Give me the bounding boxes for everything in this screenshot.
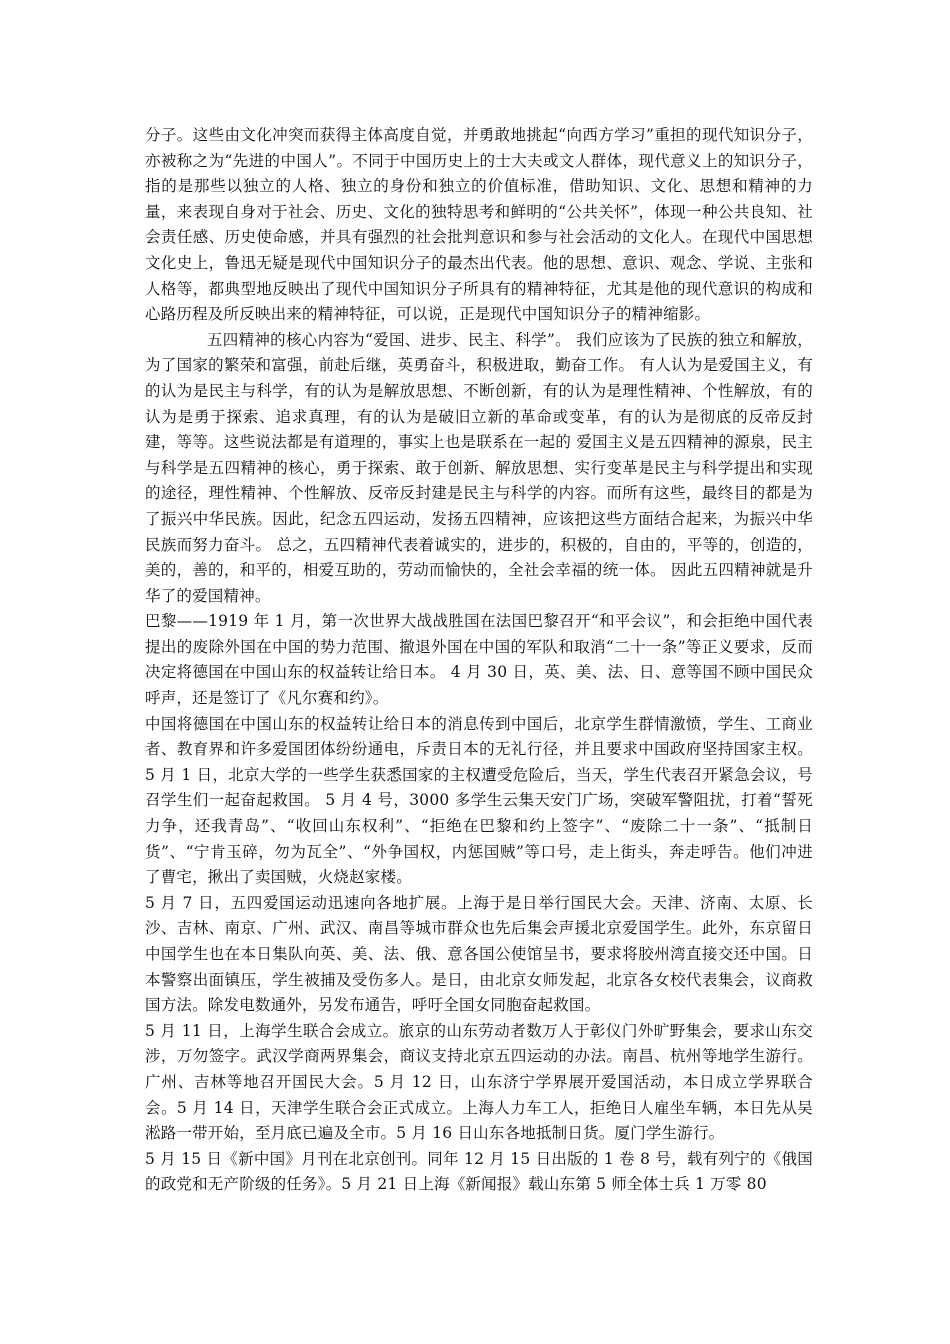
- paragraph-intellectuals: 分子。这些由文化冲突而获得主体高度自觉，并勇敢地挑起“向西方学习”重担的现代知识分子，亦被称之为“先进的中国人”。不同于中国历史上的士大夫或文人群体，现代意义上的知识分子，指的是那些以独立的人格、独立的身份和独立的价值标准，借助知识、文化、思想和精神的力量，来表现自身对于社会、历史、文化的独特思考和鲜明的“公共关怀”，体现一种公共良知、社会责任感、历史使命感，并具有强烈的社会批判意识和参与社会活动的文化人。在现代中国思想文化史上，鲁迅无疑是现代中国知识分子的最杰出代表。他的思想、意识、观念、学说、主张和人格等，都典型地反映出了现代中国知识分子所具有的精神特征，尤其是他的现代意识的构成和心路历程及所反映出来的精神特征，可以说，正是现代中国知识分子的精神缩影。: [145, 126, 813, 324]
- paragraph-may-fourth-spirit: 五四精神的核心内容为“爱国、进步、民主、科学”。 我们应该为了民族的独立和解放，为了国家的繁荣和富强，前赴后继，英勇奋斗，积极进取，勤奋工作。 有人认为是爱国主义，有的认为是民主与科学，有的认为是解放思想、不断创新，有的认为是理性精神、个性解放，有的认为是勇于探索、追求真理，有的认为是破旧立新的革命或变革，有的认为是彻底的反帝反封建，等等。这些说法都是有道理的，事实上也是联系在一起的 爱国主义是五四精神的源泉，民主与科学是五四精神的核心，勇于探索、敢于创新、解放思想、实行变革是民主与科学提出和实现的途径，理性精神、个性解放、反帝反封建是民主与科学的内容。而所有这些，最终目的都是为了振兴中华民族。因此，纪念五四运动，发扬五四精神，应该把这些方面结合起来，为振兴中华民族而努力奋斗。 总之，五四精神代表着诚实的，进步的，积极的，自由的，平等的，创造的，美的，善的，和平的，相爱互助的，劳动而愉快的，全社会幸福的统一体。 因此五四精神就是升华了的爱国精神。: [145, 330, 813, 605]
- document-body: [145, 123, 813, 1198]
- paragraph-may-fourth-protest: 中国将德国在中国山东的权益转让给日本的消息传到中国后，北京学生群情激愤，学生、工商业者、教育界和许多爱国团体纷纷通电，斥责日本的无礼行径，并且要求中国政府坚持国家主权。5 月 1 日，北京大学的一些学生获悉国家的主权遭受危险后，当天，学生代表召开紧急会议，号召学生们一起奋起救国。 5 月 4 号，3000 多学生云集天安门广场，突破军警阻扰，打着“誓死力争，还我青岛”、“收回山东权利”、“拒绝在巴黎和约上签字”、“废除二十一条”、“抵制日货”、“宁肯玉碎，勿为瓦全”、“外争国权，内惩国贼”等口号，走上街头，奔走呼告。他们冲进了曹宅，揪出了卖国贼，火烧赵家楼。: [145, 714, 813, 887]
- paragraph-may-11: 5 月 11 日，上海学生联合会成立。旅京的山东劳动者数万人于彰仪门外旷野集会，要求山东交涉，万勿签字。武汉学商两界集会，商议支持北京五四运动的办法。南昌、杭州等地学生游行。广州、吉林等地召开国民大会。5 月 12 日，山东济宁学界展开爱国活动，本日成立学界联合会。5 月 14 日，天津学生联合会正式成立。上海人力车工人，拒绝日人雇坐车辆，本日先从吴淞路一带开始，至月底已遍及全市。5 月 16 日山东各地抵制日货。厦门学生游行。: [145, 1021, 813, 1143]
- paragraph-paris-conference: 巴黎——1919 年 1 月，第一次世界大战战胜国在法国巴黎召开“和平会议”，和会拒绝中国代表提出的废除外国在中国的势力范围、撤退外国在中国的军队和取消“二十一条”等正义要求，反而决定将德国在中国山东的权益转让给日本。 4 月 30 日，英、美、法、日、意等国不顾中国民众呼声，还是签订了《凡尔赛和约》。: [145, 612, 813, 708]
- paragraph-may-15: 5 月 15 日《新中国》月刊在北京创刊。同年 12 月 15 日出版的 1 卷 8 号，载有列宁的《俄国的政党和无产阶级的任务》。5 月 21 日上海《新闻报》载山东第 5 师全体士兵 1 万零 80: [145, 1149, 813, 1194]
- paragraph-may-7: 5 月 7 日，五四爱国运动迅速向各地扩展。上海于是日举行国民大会。天津、济南、太原、长沙、吉林、南京、广州、武汉、南昌等城市群众也先后集会声援北京爱国学生。此外，东京留日中国学生也在本日集队向英、美、法、俄、意各国公使馆呈书，要求将胶州湾直接交还中国。日本警察出面镇压，学生被捕及受伤多人。是日，由北京女师发起，北京各女校代表集会，议商救国方法。除发电数通外，另发布通告，呼吁全国女同胞奋起救国。: [145, 893, 813, 1015]
